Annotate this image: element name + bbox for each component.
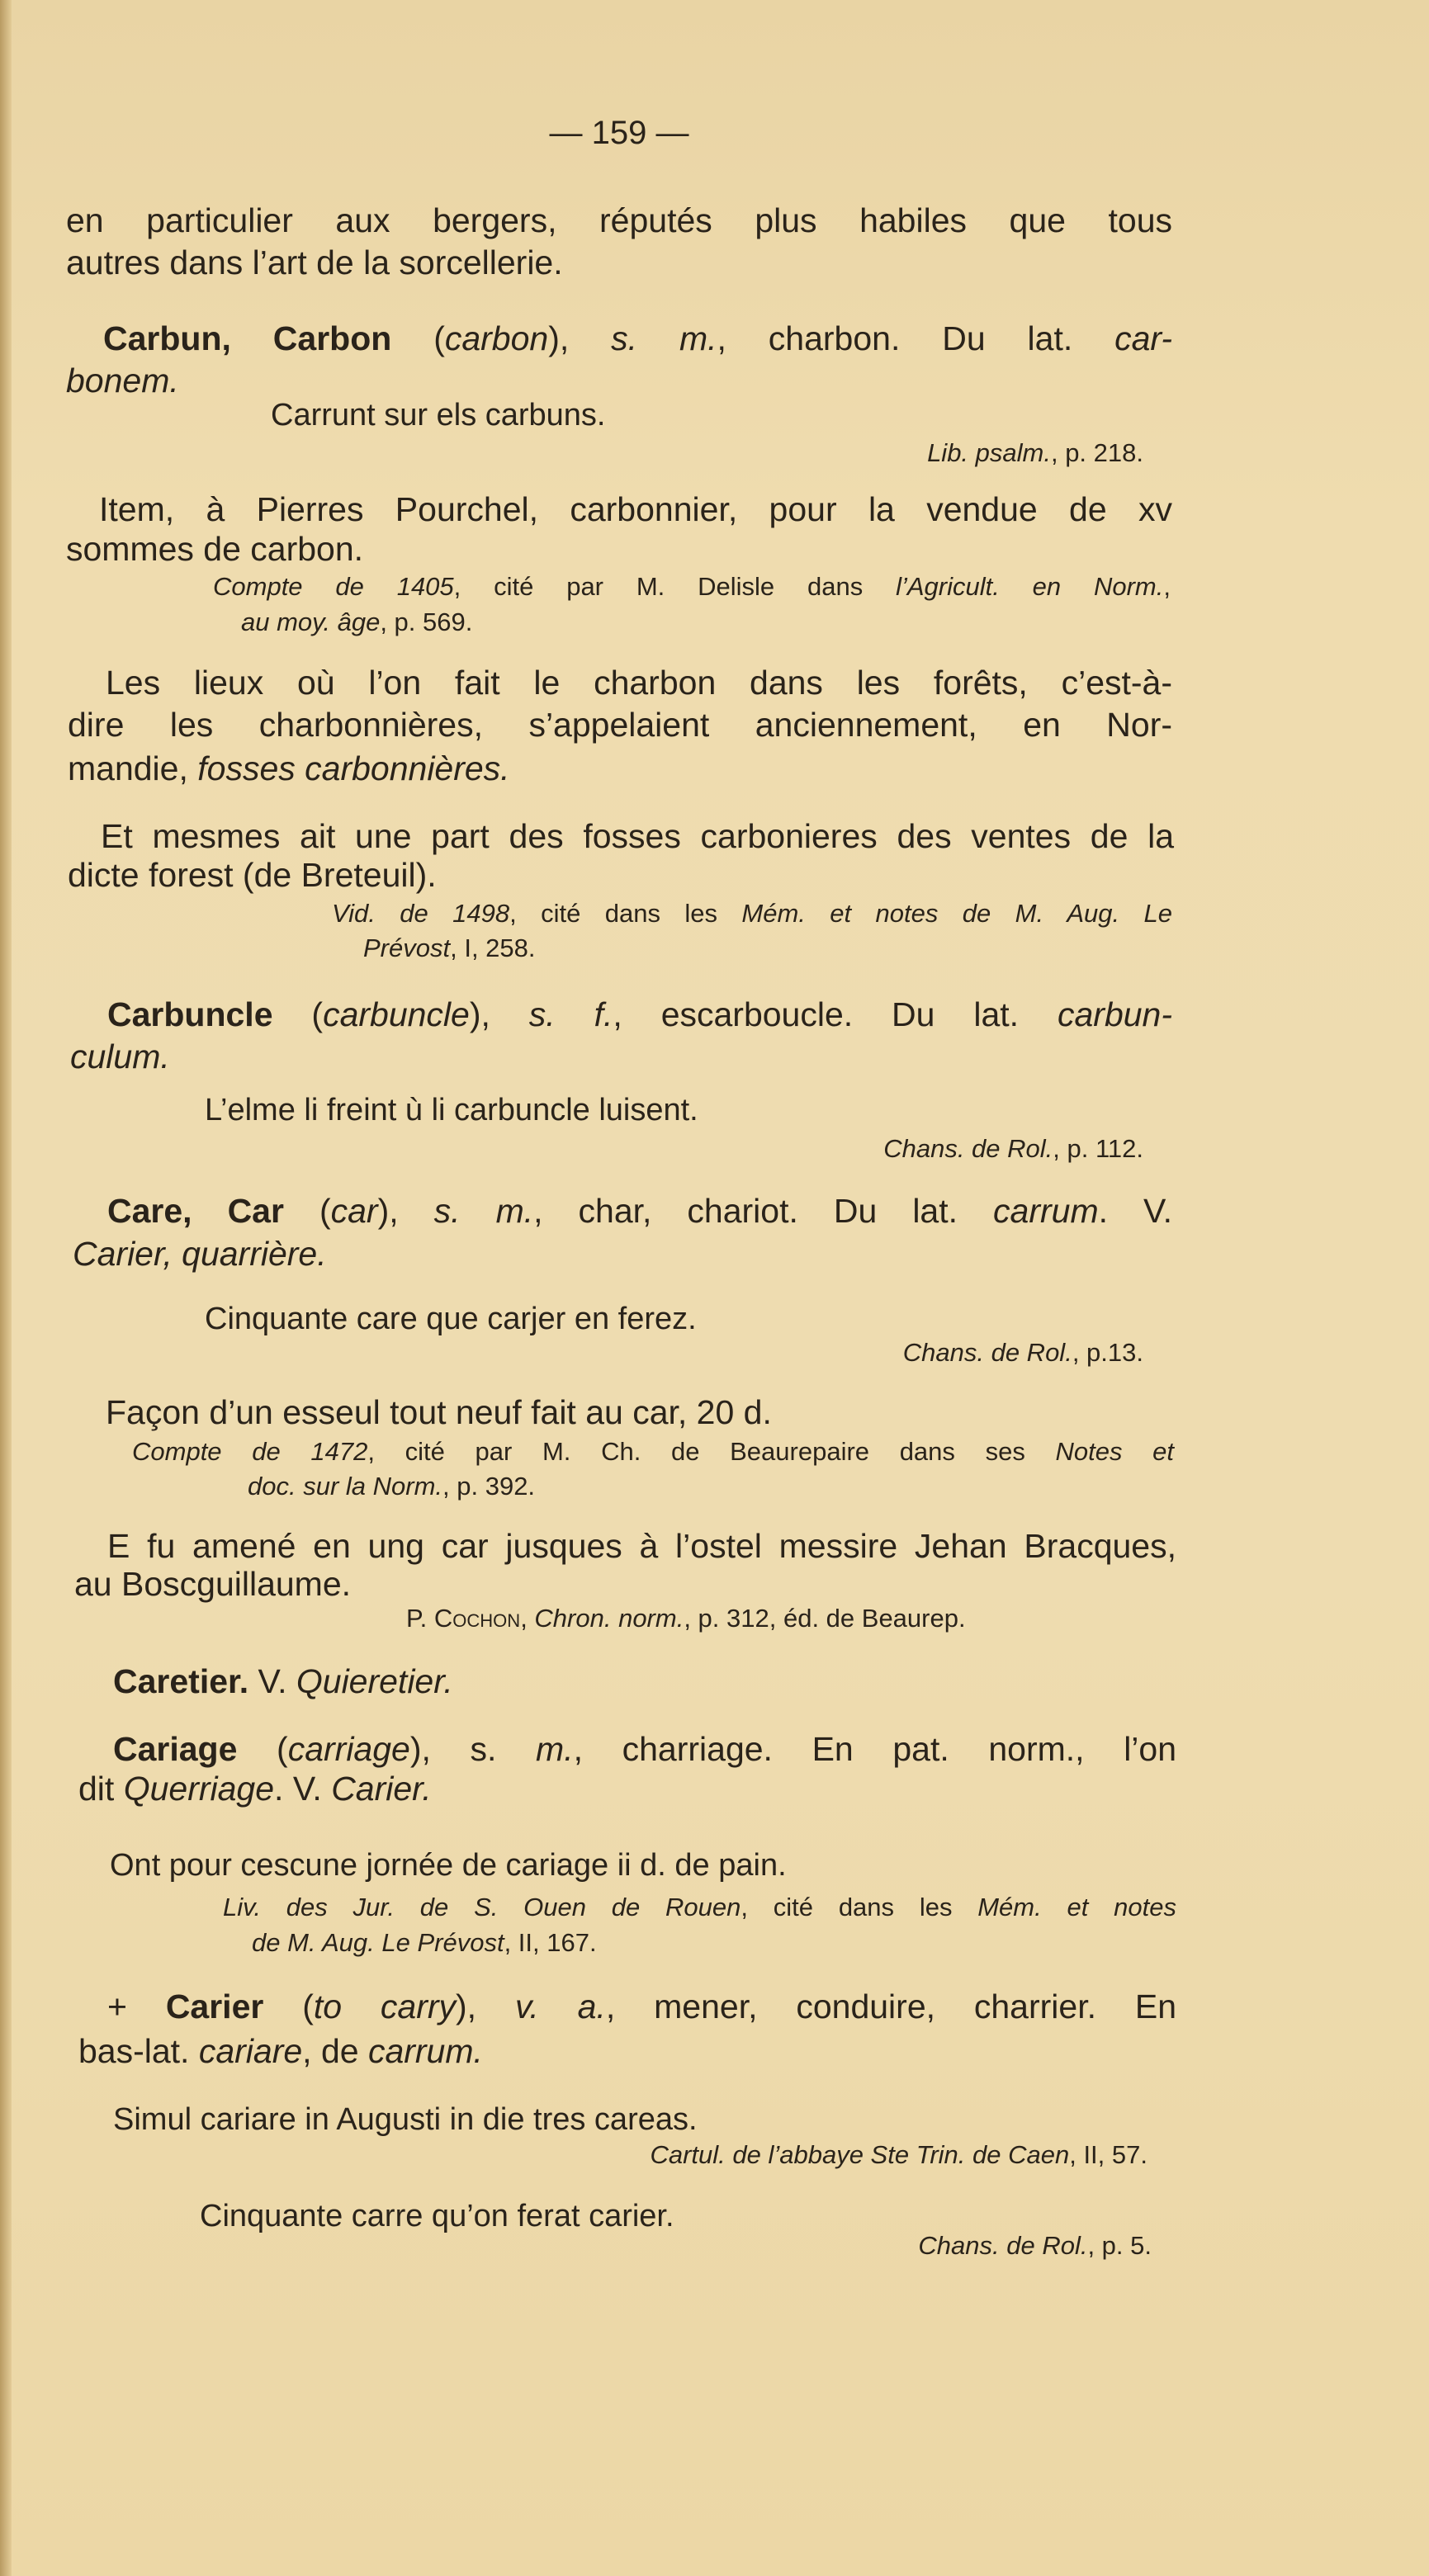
text-segment: , II, 57. — [1069, 2139, 1147, 2169]
text-segment: , p. 312, éd. de Beaurep. — [684, 1603, 966, 1633]
text-line — [106, 1393, 772, 1432]
text-line — [78, 2032, 483, 2071]
text-line — [103, 319, 1172, 358]
entry-headword: Carier — [165, 1988, 264, 2026]
text-segment: . V. — [274, 1770, 332, 1808]
italic-text: de M. Aug. Le Prévost — [252, 1927, 504, 1957]
italic-text: car- — [1114, 319, 1172, 358]
text-segment: , p. 569. — [380, 607, 473, 636]
text-segment: , p.13. — [1072, 1337, 1143, 1367]
text-segment: ), s. — [409, 1730, 537, 1769]
text-segment: dicte forest (de Breteuil). — [68, 856, 437, 895]
entry-headword: Carbun, Carbon — [103, 319, 392, 358]
citation-line — [883, 1133, 1143, 1163]
italic-text: carriage — [287, 1730, 410, 1769]
text-segment: autres dans l’art de la sorcellerie. — [66, 243, 563, 282]
entry-headword: Carbuncle — [107, 995, 273, 1034]
text-segment: ), — [377, 1192, 434, 1231]
text-segment: en particulier aux bergers, réputés plus habiles que tous — [66, 201, 1172, 240]
text-segment: ( — [237, 1730, 288, 1769]
text-segment: Carrunt sur els carbuns. — [271, 398, 606, 433]
text-segment: P. — [406, 1603, 434, 1633]
text-segment: ), — [548, 319, 612, 358]
citation-line — [902, 1337, 1143, 1367]
italic-text: Chans. de Rol. — [883, 1133, 1053, 1163]
italic-text: carrum. — [367, 2032, 483, 2071]
text-segment: ( — [263, 1988, 314, 2026]
text-segment: , — [520, 1603, 535, 1633]
italic-text: carbuncle — [323, 995, 470, 1034]
text-line — [113, 1662, 453, 1701]
citation-line — [223, 1894, 1176, 1920]
italic-text: Vid. de 1498 — [332, 898, 510, 928]
text-line — [68, 708, 1172, 742]
quotation-line — [200, 2200, 674, 2232]
text-segment: , I, 258. — [450, 933, 536, 962]
citation-line — [213, 571, 1171, 601]
text-segment: Cinquante care que carjer en ferez. — [205, 1302, 697, 1337]
text-segment: + — [107, 1988, 166, 2026]
text-segment: Façon d’un esseul tout neuf fait au car, 20 d. — [106, 1393, 772, 1432]
text-segment: ( — [283, 1192, 331, 1231]
italic-text: Carier, quarrière. — [73, 1235, 327, 1274]
citation-line — [363, 935, 536, 961]
italic-text: s. f. — [528, 995, 613, 1034]
italic-text: v. a. — [514, 1988, 606, 2026]
page-binding-edge — [0, 0, 12, 2576]
text-segment: Cinquante carre qu’on ferat carier. — [200, 2199, 674, 2234]
quotation-line — [205, 1094, 698, 1126]
text-segment: , charriage. En pat. norm., l’on — [573, 1730, 1177, 1769]
text-segment: sommes de carbon. — [66, 530, 364, 569]
text-segment: , p. 392. — [442, 1471, 536, 1501]
quotation-line — [205, 1303, 697, 1335]
italic-text: s. m. — [433, 1192, 534, 1231]
italic-text: Prévost — [363, 933, 451, 962]
entry-headword: Cariage — [113, 1730, 238, 1769]
text-line — [99, 490, 1172, 529]
citation-line — [927, 437, 1143, 467]
citation-line — [132, 1436, 1174, 1466]
text-segment: L’elme li freint ù li carbuncle luisent. — [205, 1093, 698, 1128]
italic-text: carbon — [444, 319, 549, 358]
text-segment: ( — [272, 995, 324, 1034]
italic-text: Chans. de Rol. — [902, 1337, 1072, 1367]
text-line — [66, 364, 179, 398]
text-line — [107, 1990, 1176, 2024]
text-segment: , cité dans les — [741, 1892, 978, 1921]
italic-text: s. m. — [611, 319, 717, 358]
text-segment: E fu amené en ung car jusques à l’ostel messire Jehan Bracques, — [107, 1527, 1176, 1566]
citation-line — [241, 609, 472, 635]
text-segment: , cité par M. Delisle dans — [453, 571, 897, 601]
italic-text: to carry — [313, 1988, 457, 2026]
citation-line — [252, 1927, 597, 1957]
italic-text: cariare — [198, 2032, 303, 2071]
text-segment: au Boscguillaume. — [74, 1565, 352, 1604]
text-line — [107, 995, 1172, 1034]
text-segment: ( — [391, 319, 445, 358]
text-segment: ), — [469, 995, 529, 1034]
quotation-line — [110, 1848, 787, 1884]
text-segment: mandie, — [68, 749, 198, 788]
italic-text: Chron. norm. — [534, 1603, 684, 1633]
text-segment: , cité par M. Ch. de Beaurepaire dans ses — [367, 1436, 1056, 1466]
text-segment: , p. 218. — [1050, 437, 1143, 467]
citation-line — [918, 2230, 1152, 2260]
text-segment: , p. 5. — [1087, 2230, 1152, 2260]
text-line — [66, 201, 1172, 240]
text-line — [66, 243, 563, 282]
quotation-line — [271, 399, 606, 431]
text-line — [107, 1527, 1176, 1566]
text-segment: dit — [78, 1770, 124, 1808]
text-segment: dire les charbonnières, s’appelaient anciennement, en Nor- — [68, 706, 1172, 744]
text-segment: , mener, conduire, charrier. En — [605, 1988, 1177, 2026]
italic-text: carrum — [993, 1192, 1099, 1231]
text-segment: V. — [248, 1662, 296, 1701]
italic-text: Lib. psalm. — [927, 437, 1051, 467]
italic-text: doc. sur la Norm. — [248, 1471, 443, 1501]
text-line — [66, 530, 364, 569]
italic-text: Chans. de Rol. — [918, 2230, 1088, 2260]
italic-text: Liv. des Jur. de S. Ouen de Rouen — [223, 1892, 741, 1921]
italic-text: Compte de 1405 — [213, 571, 454, 601]
text-segment: Ont pour cescune jornée de cariage ii d. de pain. — [110, 1848, 787, 1884]
text-segment: Simul cariare in Augusti in die tres careas. — [113, 2102, 698, 2138]
text-segment: , charbon. Du lat. — [717, 319, 1115, 358]
italic-text: m. — [536, 1730, 574, 1769]
text-line — [74, 1565, 352, 1604]
citation-line — [406, 1605, 966, 1631]
text-segment: , II, 167. — [504, 1927, 597, 1957]
page-number: — 159 — — [549, 115, 689, 151]
italic-text: carbun- — [1057, 995, 1172, 1034]
italic-text: Querriage — [123, 1770, 275, 1808]
text-line — [68, 749, 510, 788]
text-line — [113, 1730, 1177, 1769]
citation-line — [248, 1473, 535, 1499]
text-segment: , char, chariot. Du lat. — [533, 1192, 994, 1231]
italic-text: Notes et — [1055, 1436, 1174, 1466]
text-segment: Et mesmes ait une part des fosses carbonieres des ventes de la — [101, 817, 1174, 856]
italic-text: Compte de 1472 — [132, 1436, 368, 1466]
author-name: Cochon — [433, 1603, 521, 1633]
text-segment: , — [1163, 571, 1171, 601]
quotation-line — [113, 2102, 698, 2138]
text-segment: , de — [302, 2032, 368, 2071]
italic-text: Mém. et notes — [977, 1892, 1176, 1921]
italic-text: fosses carbonnières. — [197, 749, 510, 788]
italic-text: au moy. âge — [241, 607, 381, 636]
text-line — [73, 1235, 327, 1274]
italic-text: Cartul. de l’abbaye Ste Trin. de Caen — [650, 2139, 1070, 2169]
text-line — [107, 1192, 1172, 1231]
citation-line — [650, 2139, 1147, 2169]
text-segment: , escarboucle. Du lat. — [613, 995, 1058, 1034]
text-segment: Item, à Pierres Pourchel, carbonnier, pour la vendue de xv — [99, 490, 1172, 529]
italic-text: l’Agricult. en Norm. — [896, 571, 1164, 601]
italic-text: bonem. — [66, 362, 179, 400]
text-line — [70, 1037, 170, 1076]
citation-line — [332, 900, 1172, 926]
text-line — [101, 817, 1174, 856]
entry-headword: Caretier. — [113, 1662, 249, 1701]
text-segment: ), — [456, 1988, 515, 2026]
text-segment: bas-lat. — [78, 2032, 199, 2071]
text-segment: . V. — [1098, 1192, 1172, 1231]
text-segment: , p. 112. — [1053, 1133, 1143, 1163]
entry-headword: Care, Car — [107, 1192, 284, 1231]
italic-text: Quieretier. — [296, 1662, 453, 1701]
italic-text: car — [330, 1192, 378, 1231]
text-line — [68, 856, 437, 895]
text-segment: Les lieux où l’on fait le charbon dans les forêts, c’est-à- — [106, 664, 1172, 702]
italic-text: Carier. — [331, 1770, 432, 1808]
text-line — [78, 1772, 432, 1806]
text-line — [106, 666, 1172, 700]
italic-text: Mém. et notes de M. Aug. Le — [741, 898, 1173, 928]
italic-text: culum. — [70, 1037, 170, 1076]
text-segment: , cité dans les — [509, 898, 742, 928]
